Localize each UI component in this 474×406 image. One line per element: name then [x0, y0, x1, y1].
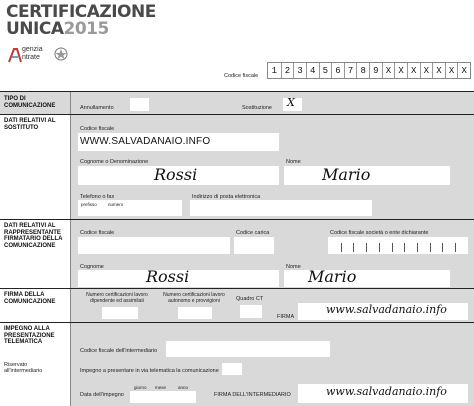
email-label: Indirizzo di posta elettronica [192, 194, 261, 200]
sostituto-cf-field[interactable] [78, 133, 279, 151]
codice-fiscale-char: 7 [344, 63, 357, 78]
codice-fiscale-char: X [420, 63, 433, 78]
num-dipendente-field[interactable] [102, 307, 138, 319]
sostituto-nome-value: Mario [322, 165, 371, 184]
rappresentante-cognome-value: Rossi [146, 267, 190, 286]
codice-fiscale-char: 1 [271, 66, 278, 76]
num-autonomo-label: Numero certificazioni lavoro autonomo e provvigioni [163, 292, 225, 304]
sostituto-cognome-field[interactable] [78, 166, 279, 185]
codice-fiscale-char: 4 [306, 63, 319, 78]
logo-text-line1: genzia [22, 46, 43, 53]
cf-societa-cell-divider [379, 243, 380, 252]
codice-fiscale-char: 2 [281, 63, 294, 78]
mese-label: mese [155, 385, 167, 390]
cf-societa-cell-divider [353, 243, 354, 252]
form-title-line1: CERTIFICAZIONE [6, 2, 156, 22]
rappresentante-cf-field[interactable] [78, 237, 230, 254]
quadro-ct-label: Quadro CT [236, 296, 264, 302]
impegno-checkbox[interactable] [222, 363, 242, 375]
codice-fiscale-char: X [382, 63, 395, 78]
firma-intermediario-label: FIRMA DELL'INTERMEDIARIO [214, 392, 291, 398]
sostituto-cf-label: Codice fiscale [80, 126, 115, 132]
codice-fiscale-char: X [407, 63, 420, 78]
cf-intermediario-label: Codice fiscale dell'intermediario [80, 348, 158, 354]
firma-label: FIRMA [277, 314, 295, 320]
giorno-label: giorno [134, 385, 147, 390]
sostituzione-mark: X [287, 96, 295, 109]
codice-fiscale-char: X [445, 63, 458, 78]
form-title-year: 2015 [63, 19, 109, 39]
annullamento-checkbox[interactable] [130, 98, 149, 111]
cf-societa-label: Codice fiscale società o ente dichiarante [330, 230, 429, 236]
codice-fiscale-char: 9 [369, 63, 382, 78]
annullamento-label: Annullamento [80, 105, 114, 111]
cf-societa-cell-divider [404, 243, 405, 252]
impegno-section-title: IMPEGNO ALLA PRESENTAZIONE TELEMATICA [4, 326, 55, 345]
rappresentante-nome-label: Nome [286, 264, 301, 270]
firma-intermediario-field[interactable] [298, 384, 468, 403]
codice-fiscale-char: 3 [293, 63, 306, 78]
codice-fiscale-label: Codice fiscale [224, 73, 259, 79]
telefono-field[interactable] [78, 200, 182, 216]
num-dipendente-label: Numero certificazioni lavoro dipendente ed assimilati [86, 292, 148, 304]
codice-carica-label: Codice carica [236, 230, 270, 236]
codice-fiscale-field[interactable] [267, 62, 471, 79]
codice-fiscale-char: X [394, 63, 407, 78]
agenzia-entrate-logo [8, 45, 68, 65]
emblem-icon [54, 47, 68, 61]
form-title-line2 [6, 21, 109, 38]
tipo-section [0, 92, 474, 114]
data-impegno-field[interactable] [130, 391, 196, 403]
logo-text-line2: ntrate [22, 54, 40, 61]
num-autonomo-field[interactable] [178, 307, 212, 319]
firma-value: www.salvadanaio.info [326, 303, 447, 316]
logo-a-icon [8, 47, 22, 63]
rappresentante-cognome-label: Cognome [80, 264, 104, 270]
cf-intermediario-field[interactable] [166, 341, 330, 357]
cf-societa-cell-divider [442, 243, 443, 252]
email-field[interactable] [190, 200, 372, 216]
numero-label: numero [108, 202, 124, 207]
impegno-label: Impegno a presentare in via telematica la comunicazione [80, 368, 219, 374]
rappresentante-nome-value: Mario [308, 267, 357, 286]
sostituto-nome-label: Nome [286, 159, 301, 165]
rappresentante-cf-label: Codice fiscale [80, 230, 115, 236]
cf-societa-cell-divider [417, 243, 418, 252]
telefono-label: Telefono o fax [80, 194, 115, 200]
cf-societa-cell-divider [430, 243, 431, 252]
riservato-label: Riservato all'intermediario [4, 362, 43, 374]
firma-intermediario-value: www.salvadanaio.info [326, 385, 447, 398]
codice-fiscale-char: 5 [319, 63, 332, 78]
prefisso-label: prefisso [81, 202, 97, 207]
codice-fiscale-char: X [457, 63, 470, 78]
sostituto-nome-field[interactable] [284, 166, 450, 185]
cf-societa-cell-divider [455, 243, 456, 252]
sostituzione-label: Sostituzione [242, 105, 272, 111]
data-impegno-label: Data dell'impegno [80, 392, 124, 398]
codice-carica-field[interactable] [234, 237, 274, 254]
sostituto-cognome-label: Cognome o Denominazione [80, 159, 149, 165]
sostituto-cognome-value: Rossi [154, 165, 198, 184]
sostituzione-checkbox[interactable] [283, 98, 302, 111]
quadro-ct-checkbox[interactable] [240, 305, 262, 318]
firma-section-title: FIRMA DELLA COMUNICAZIONE [4, 292, 56, 305]
rappresentante-section-title: DATI RELATIVI AL RAPPRESENTANTE FIRMATARIO DELLA COMUNICAZIONE [4, 223, 63, 249]
cf-societa-cell-divider [392, 243, 393, 252]
sostituto-cf-value: WWW.SALVADANAIO.INFO [80, 136, 211, 147]
cf-societa-cell-divider [341, 243, 342, 252]
codice-fiscale-char: X [432, 63, 445, 78]
anno-label: anno [178, 385, 189, 390]
cf-societa-cell-divider [366, 243, 367, 252]
sostituto-section-title: DATI RELATIVI AL SOSTITUTO [4, 118, 56, 131]
form-title-unica: UNICA [6, 19, 64, 39]
tipo-section-title: TIPO DI COMUNICAZIONE [4, 96, 56, 109]
cf-societa-field[interactable] [328, 237, 468, 254]
codice-fiscale-char: 6 [331, 63, 344, 78]
firma-field[interactable] [298, 303, 468, 320]
codice-fiscale-char: 8 [356, 63, 369, 78]
